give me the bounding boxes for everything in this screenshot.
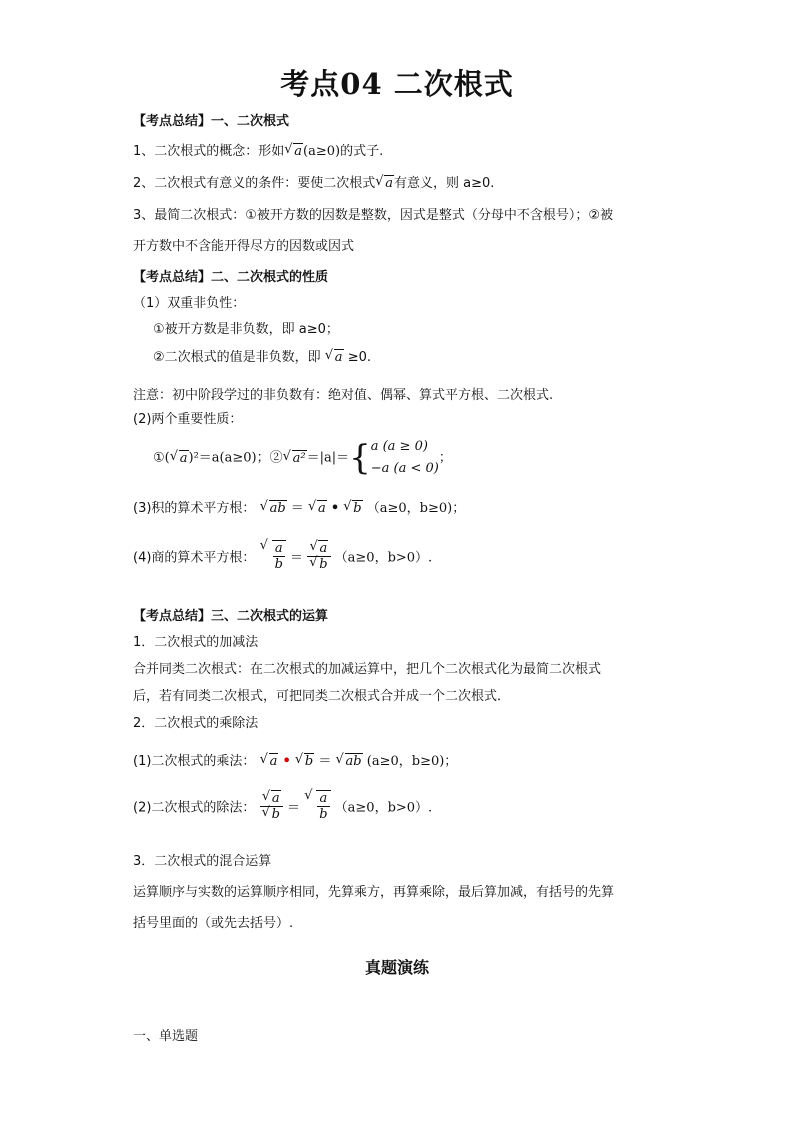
s2-property-formula <box>153 436 452 480</box>
multiply-dot: • <box>282 754 291 769</box>
s2-point-1b-suffix: ≥0. <box>347 350 371 365</box>
s1-item-1-prefix: 1、二次根式的概念：形如 <box>133 144 285 159</box>
sqrt-a: √ a <box>325 350 344 365</box>
equals-sign: ＝ <box>290 501 304 516</box>
sqrt-a: √ a <box>170 451 189 466</box>
s3-division-condition: （a≥0，b>0）. <box>334 800 433 816</box>
s1-item-1-condition: (a≥0) <box>303 144 341 159</box>
s2-point-2: (2)两个重要性质： <box>133 412 243 427</box>
sqrt-ab: √ ab <box>336 754 363 769</box>
sqrt-fraction: √ $\frac{a}{b}$ <box>260 540 286 572</box>
section-1-heading: 【考点总结】一、二次根式 <box>133 114 290 129</box>
case-1: a (a ≥ 0) <box>370 439 428 454</box>
s1-item-3-line-1: 3、最简二次根式：①被开方数的因数是整数，因式是整式（分母中不含根号）；②被 <box>133 208 614 223</box>
s2-point-4 <box>133 540 432 572</box>
s1-item-1 <box>133 140 383 159</box>
s2-point-1b-prefix: ②二次根式的值是非负数，即 <box>153 350 321 365</box>
s3-multiplication-prefix: (1)二次根式的乘法： <box>133 754 256 769</box>
s2-point-1: （1）双重非负性： <box>133 296 246 311</box>
s2-point-4-condition: （a≥0，b>0）. <box>334 550 433 566</box>
sqrt-a: √ a <box>260 754 279 769</box>
practice-title: 真题演练 <box>364 958 429 977</box>
sqrt-a-squared: √ a² <box>283 451 307 466</box>
s1-item-2 <box>133 172 494 191</box>
section-3-heading: 【考点总结】三、二次根式的运算 <box>133 609 329 624</box>
s2-point-1b <box>153 346 371 365</box>
s3-sub-2: 2．二次根式的乘除法 <box>133 716 259 731</box>
s3-sub-3-line-1: 运算顺序与实数的运算顺序相同，先算乘方，再算乘除，最后算加减，有括号的先算 <box>133 885 615 900</box>
s3-sub-3: 3．二次根式的混合运算 <box>133 854 272 869</box>
s3-sub-1-line-1: 合并同类二次根式：在二次根式的加减运算中，把几个二次根式化为最简二次根式 <box>133 662 602 677</box>
formula-part-1: ①( <box>153 450 170 466</box>
equals-sign: ＝ <box>290 550 304 566</box>
s1-item-2-suffix: 有意义，则 a≥0. <box>394 176 495 191</box>
s2-point-3 <box>133 497 465 516</box>
formula-end: ； <box>438 450 452 466</box>
equals-sign: ＝ <box>318 754 332 769</box>
page-title: 考点04 二次根式 <box>280 67 514 101</box>
s1-item-1-suffix: 的式子. <box>340 144 384 159</box>
s2-note: 注意：初中阶段学过的非负数有：绝对值、偶幂、算式平方根、二次根式. <box>133 388 554 403</box>
formula-part-3: ＝|a|＝ <box>306 450 350 466</box>
sqrt-a: √ a <box>375 176 394 191</box>
piecewise-cases <box>371 436 439 480</box>
case-2: −a (a < 0) <box>370 461 439 476</box>
s3-multiplication-condition: (a≥0，b≥0)； <box>366 754 458 769</box>
sqrt-a: √ a <box>308 501 327 516</box>
equals-sign: ＝ <box>287 800 301 816</box>
fraction-of-roots: √ a √ b <box>260 791 283 822</box>
sqrt-fraction: √ $\frac{a}{b}$ <box>304 790 330 822</box>
section-2-heading: 【考点总结】二、二次根式的性质 <box>133 270 329 285</box>
left-brace: { <box>349 438 371 478</box>
s2-point-3-prefix: (3)积的算术平方根： <box>133 501 256 516</box>
s2-point-3-condition: （a≥0，b≥0)； <box>366 501 466 516</box>
s3-multiplication <box>133 750 457 769</box>
s2-point-4-prefix: (4)商的算术平方根： <box>133 550 256 566</box>
single-choice-heading: 一、单选题 <box>133 1029 199 1044</box>
s1-item-2-prefix: 2、二次根式有意义的条件：要使二次根式 <box>133 176 376 191</box>
sqrt-b: √ b <box>295 754 314 769</box>
formula-part-2: )²＝a(a≥0)；② <box>188 450 283 466</box>
s3-sub-1: 1．二次根式的加减法 <box>133 635 259 650</box>
s3-division-prefix: (2)二次根式的除法： <box>133 800 256 816</box>
s2-point-1a: ①被开方数是非负数，即 a≥0； <box>153 322 339 337</box>
multiply-dot: • <box>330 501 340 516</box>
sqrt-b: √ b <box>343 501 362 516</box>
s3-sub-3-line-2: 括号里面的（或先去括号）. <box>133 916 294 931</box>
s3-sub-1-line-2: 后，若有同类二次根式，可把同类二次根式合并成一个二次根式． <box>133 689 511 704</box>
sqrt-a: √ a <box>284 144 303 159</box>
s1-item-3-line-2: 开方数中不含能开得尽方的因数或因式 <box>133 239 355 254</box>
s3-division <box>133 790 432 822</box>
sqrt-ab: √ ab <box>260 501 287 516</box>
fraction-of-roots: √ a √ b <box>307 541 330 572</box>
